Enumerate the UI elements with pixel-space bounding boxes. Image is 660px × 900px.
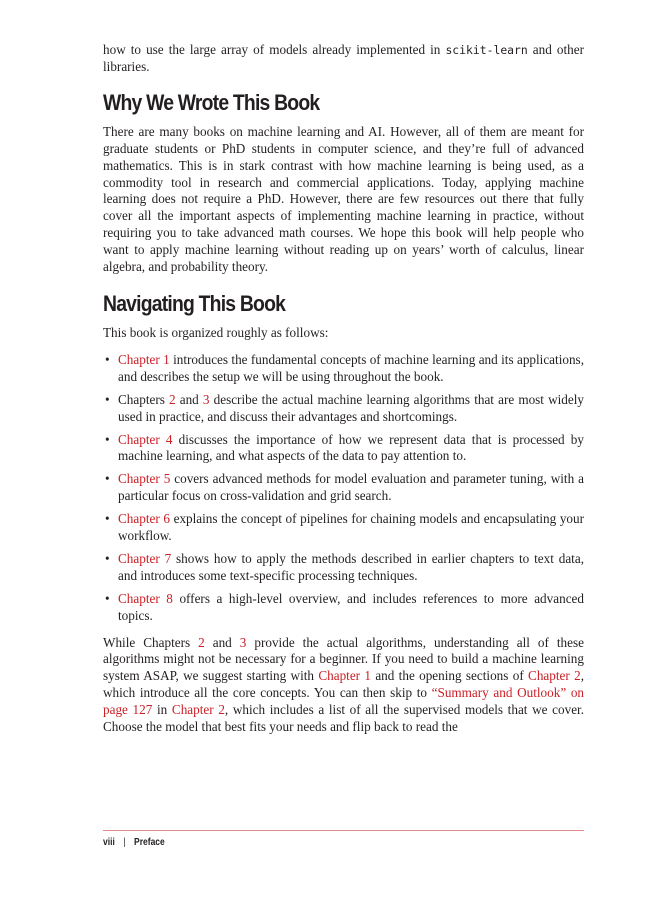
chapter-link[interactable]: Chapter 1 [118,351,170,367]
list-item: • Chapter 6 explains the concept of pipelines for chaining models and encapsulating your workflow. [103,511,584,545]
chapter-link[interactable]: Chapter 8 [118,590,173,606]
chapter-list [103,352,584,625]
section-heading-navigating: Navigating This Book [103,290,286,316]
list-item: • Chapters 2 and 3 describe the actual machine learning algorithms that are most widely used in practice, and discuss their advantages and shortcomings. [103,392,584,426]
chapter-link[interactable]: 3 [239,634,247,650]
footer-section-title: Preface [134,837,165,848]
chapter-link[interactable]: Chapter 6 [118,511,170,527]
intro-paragraph: how to use the large array of models already implemented in scikit-learn and other libraries. [103,42,584,74]
footer-separator: | [123,837,126,848]
section-link[interactable]: “Summary and Outlook” on page 127 [103,685,585,718]
list-item: • Chapter 8 offers a high-level overview, and includes references to more advanced topics. [103,591,584,625]
footer-rule [103,830,584,831]
chapter-link[interactable]: Chapter 7 [118,550,172,566]
why-paragraph: There are many books on machine learning and AI. However, all of them are meant for graduate students or PhD students in computer science, and they’re full of advanced mathematics. This is in stark contrast with how machine learning is being used, as a commodity tool in research and commercial applications. Today, applying machine learning does not require a PhD. However, there are few resources out there that fully cover all the important aspects of implementing machine learning in practice, without requiring you to take advanced math courses. We hope this book will help people who want to apply machine learning without reading up on years’ worth of calculus, linear algebra, and probability theory. [103,123,584,275]
chapter-link[interactable]: 2 [169,391,176,407]
chapter-link[interactable]: 3 [202,391,210,407]
chapter-link[interactable]: Chapter 1 [318,668,371,684]
inline-code: scikit-learn [445,43,528,57]
navigating-intro: This book is organized roughly as follows: [103,324,329,340]
list-item: • Chapter 5 covers advanced methods for model evaluation and parameter tuning, with a particular focus on cross-validation and grid search. [103,471,584,505]
list-item: • Chapter 1 introduces the fundamental concepts of machine learning and its applications, and describes the setup we will be using throughout the book. [103,352,584,386]
list-item: • Chapter 4 discusses the importance of how we represent data that is processed by machine learning, and what aspects of the data to pay attention to. [103,432,584,466]
closing-paragraph: While Chapters 2 and 3 provide the actual algorithms, understanding all of these algorithms might not be necessary for a beginner. If you need to build a machine learning system ASAP, we suggest starting with Chapter 1 and the opening sections of Chapter 2, which introduce all the core concepts. You can then skip to “Summary and Outlook” on page 127 in Chapter 2, which includes a list of all the supervised models that we cover. Choose the model that best fits your needs and flip back to read the [103,634,585,735]
chapter-link[interactable]: Chapter 4 [118,431,173,447]
chapter-link[interactable]: Chapter 5 [118,471,171,487]
page-number: viii [103,837,115,848]
chapter-link[interactable]: 2 [198,634,205,650]
chapter-link[interactable]: Chapter 2 [171,702,225,718]
page-footer [103,837,165,848]
section-heading-why: Why We Wrote This Book [103,89,320,115]
chapter-link[interactable]: Chapter 2 [528,668,581,684]
page-body [103,42,584,736]
list-item: • Chapter 7 shows how to apply the methods described in earlier chapters to text data, and introduces some text-specific processing techniques. [103,551,584,585]
